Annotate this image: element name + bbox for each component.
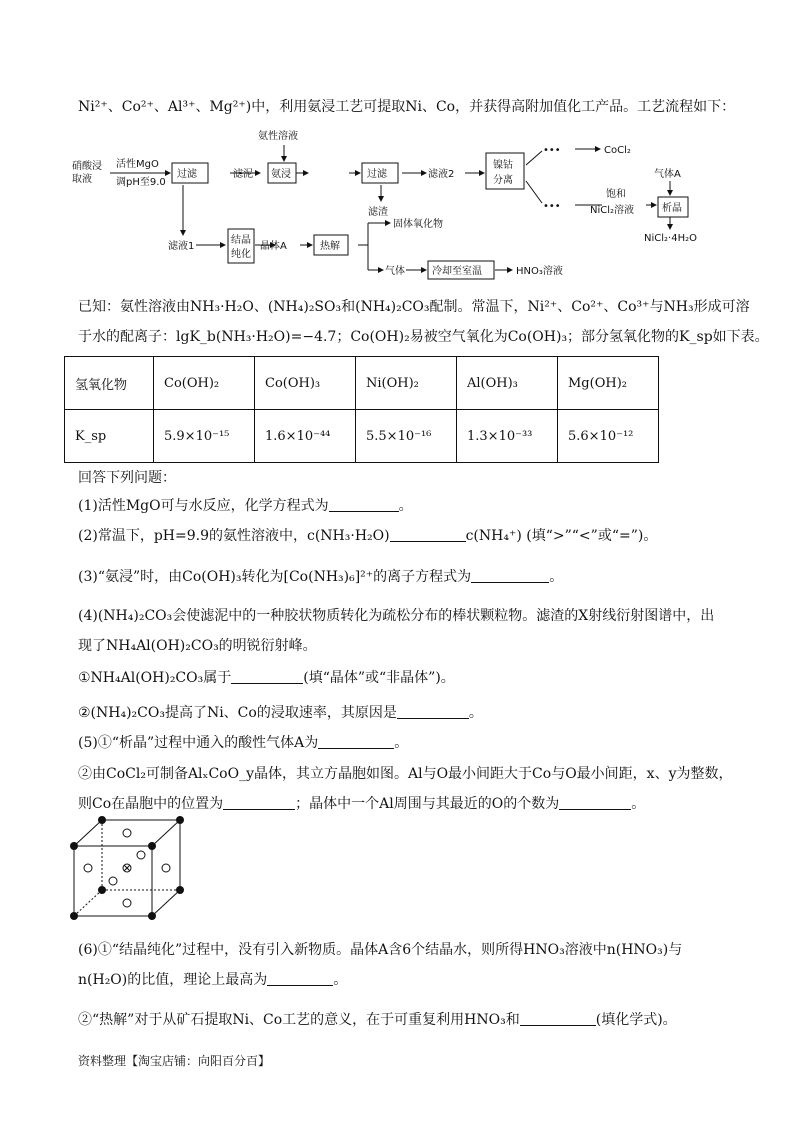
corner-atom — [70, 912, 78, 920]
table-header-cell: 氢氧化物 — [65, 357, 154, 410]
corner-atom — [176, 886, 184, 894]
flow-purify-1: 结晶 — [231, 235, 251, 246]
table-row — [65, 410, 659, 463]
flow-saturated: 饱和 — [606, 189, 626, 200]
flow-filter1: 过滤 — [177, 169, 197, 180]
flow-crystal-a: 晶体A — [260, 241, 287, 252]
question-6-3: ②“热解”对于从矿石提取Ni、Co工艺的意义，在于可重复利用HNO₃和 (填化学式)。 — [78, 1012, 677, 1028]
table-row-label: K_sp — [65, 410, 154, 463]
answer-blank[interactable] — [223, 795, 295, 810]
question-6-2: n(H₂O)的比值，理论上最高为 。 — [78, 972, 348, 988]
question-4-line-1: (4)(NH₄)₂CO₃会使滤泥中的一种胶状物质转化为疏松分布的棒状颗粒物。滤渣的X射线衍射图谱中，出 — [78, 608, 715, 624]
flow-residue: 滤渣 — [368, 207, 388, 218]
corner-atom — [98, 816, 106, 824]
ksp-table — [64, 356, 659, 463]
flow-ammonia-leach: 氨浸 — [271, 169, 291, 180]
corner-atom — [148, 912, 156, 920]
face-atom — [162, 864, 170, 872]
flow-ellipsis-2: ••• — [543, 201, 561, 212]
corner-atom — [148, 842, 156, 850]
table-header-cell: Co(OH)₂ — [154, 357, 255, 410]
flow-adjust-ph: 调pH至9.0 — [116, 177, 166, 188]
question-4-line-2: 现了NH₄Al(OH)₂CO₃的明锐衍射峰。 — [78, 638, 317, 654]
table-header-cell: Co(OH)₃ — [255, 357, 356, 410]
question-2: (2)常温下，pH=9.9的氨性溶液中，c(NH₃·H₂O) c(NH₄⁺) (填“>”“<”或“=”)。 — [78, 528, 658, 544]
face-atom — [137, 851, 145, 859]
flow-filter2: 过滤 — [367, 169, 387, 180]
answer-blank[interactable] — [471, 568, 549, 583]
answer-blank[interactable] — [520, 1011, 596, 1026]
face-atom — [109, 877, 117, 885]
answer-blank[interactable] — [559, 795, 631, 810]
question-3: (3)“氨浸”时，由Co(OH)₃转化为[Co(NH₃)₆]²⁺的离子方程式为 。 — [78, 569, 564, 585]
table-cell: 5.5×10⁻¹⁶ — [356, 410, 457, 463]
flow-nicl2-solution: NiCl₂溶液 — [590, 205, 635, 216]
flow-nicl2-hydrate: NiCl₂·4H₂O — [644, 233, 697, 244]
flow-cocl2: CoCl₂ — [604, 145, 631, 156]
table-cell: 5.6×10⁻¹² — [558, 410, 659, 463]
flow-active-mgo: 活性MgO — [116, 159, 159, 170]
answer-blank[interactable] — [231, 669, 303, 684]
flow-gas-a: 气体A — [654, 169, 681, 180]
question-4-1: ①NH₄Al(OH)₂CO₃属于 (填“晶体”或“非晶体”)。 — [78, 670, 455, 686]
answer-blank[interactable] — [390, 527, 466, 542]
question-5-3: 则Co在晶胞中的位置为 ；晶体中一个Al周围与其最近的O的个数为 。 — [78, 796, 646, 812]
table-cell: 1.6×10⁻⁴⁴ — [255, 410, 356, 463]
table-cell: 5.9×10⁻¹⁵ — [154, 410, 255, 463]
flow-filtrate1: 滤液1 — [168, 241, 195, 252]
question-5-1: (5)①“析晶”过程中通入的酸性气体A为 。 — [78, 735, 409, 751]
answer-blank[interactable] — [329, 497, 399, 512]
corner-atom — [70, 842, 78, 850]
flow-crystallize: 析晶 — [662, 203, 682, 214]
table-header-cell: Ni(OH)₂ — [356, 357, 457, 410]
face-atom — [123, 829, 131, 837]
flow-pyrolysis: 热解 — [320, 241, 340, 252]
table-row — [65, 357, 659, 410]
unit-cell-diagram — [62, 812, 192, 924]
question-5-2: ②由CoCl₂可制备AlₓCoO_y晶体，其立方晶胞如图。Al与O最小间距大于Co与O最小间距，x、y为整数， — [78, 766, 733, 782]
face-atom — [123, 899, 131, 907]
known-line-2: 于水的配离子：lgK_b(NH₃·H₂O)=−4.7；Co(OH)₂易被空气氧化为Co(OH)₃；部分氢氧化物的K_sp如下表。 — [78, 329, 769, 345]
flow-solid-oxide: 固体氧化物 — [393, 219, 443, 230]
flow-mud: 滤泥 — [233, 169, 253, 180]
flow-acid-leach-1: 硝酸浸 — [72, 161, 102, 172]
corner-atom — [176, 816, 184, 824]
intro-line: Ni²⁺、Co²⁺、Al³⁺、Mg²⁺)中，利用氨浸工艺可提取Ni、Co，并获得高附加值化工产品。工艺流程如下： — [78, 99, 736, 115]
table-cell: 1.3×10⁻³³ — [457, 410, 558, 463]
flow-cool: 冷却至室温 — [432, 266, 482, 277]
flow-acid-leach-2: 取液 — [72, 174, 92, 185]
corner-atom — [98, 886, 106, 894]
question-4-2: ②(NH₄)₂CO₃提高了Ni、Co的浸取速率，其原因是 。 — [78, 705, 483, 721]
flow-ellipsis-1: ••• — [543, 145, 561, 156]
question-1: (1)活性MgO可与水反应，化学方程式为 。 — [78, 498, 413, 514]
answer-blank[interactable] — [267, 971, 333, 986]
flow-filtrate2: 滤液2 — [428, 169, 455, 180]
flow-ammonia-solution: 氨性溶液 — [258, 131, 298, 142]
table-header-cell: Mg(OH)₂ — [558, 357, 659, 410]
flow-hno3: HNO₃溶液 — [516, 266, 563, 277]
process-flow-diagram — [70, 125, 730, 285]
footer-credit: 资料整理【淘宝店铺：向阳百分百】 — [78, 1054, 271, 1068]
answer-blank[interactable] — [318, 734, 394, 749]
flow-separation-1: 镍钴 — [493, 160, 513, 171]
face-atom — [84, 864, 92, 872]
flow-purify-2: 纯化 — [231, 249, 251, 260]
table-header-cell: Al(OH)₃ — [457, 357, 558, 410]
answer-blank[interactable] — [397, 704, 469, 719]
flow-gas: 气体 — [385, 266, 405, 277]
question-6-1: (6)①“结晶纯化”过程中，没有引入新物质。晶体A含6个结晶水，则所得HNO₃溶液中n(HNO₃)与 — [78, 942, 683, 958]
answer-intro: 回答下列问题： — [78, 470, 176, 486]
flow-separation-2: 分离 — [493, 175, 513, 186]
known-line-1: 已知：氨性溶液由NH₃·H₂O、(NH₄)₂SO₃和(NH₄)₂CO₃配制。常温下，Ni²⁺、Co²⁺、Co³⁺与NH₃形成可溶 — [78, 299, 750, 315]
